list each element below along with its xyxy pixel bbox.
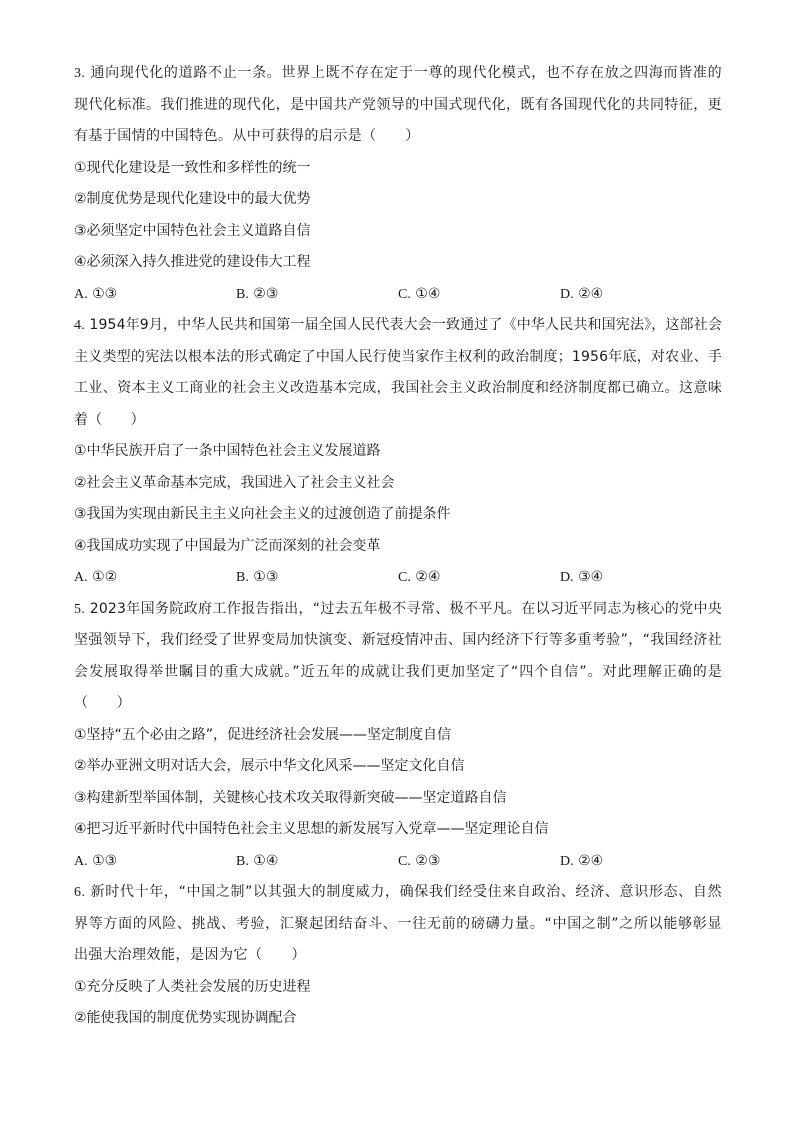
choice-a xyxy=(74,279,236,311)
option-statement: ①现代化建设是一致性和多样性的统一 xyxy=(74,159,311,176)
question-4 xyxy=(74,310,722,594)
question-text: 新时代十年，“中国之制”以其强大的制度威力，确保我们经受住来自政治、经济、意识形态、自然界等方面的风险、挑战、考验，汇聚起团结奋斗、一往无前的磅礴力量。“中国之制”之所以能够彰显出强大治理效能，是因为它（ ） xyxy=(74,884,722,963)
choice-text: ②④ xyxy=(578,285,604,302)
option-statement: ③我国为实现由新民主主义向社会主义的过渡创造了前提条件 xyxy=(74,506,451,522)
question-text: 1954年9月，中华人民共和国第一届全国人民代表大会一致通过了《中华人民共和国宪法》，这部社会主义类型的宪法以根本法的形式确定了中国人民行使当家作主权利的政治制度；1956年底，对农业、手工业、资本主义工商业的社会主义改造基本完成，我国社会主义政治制度和经济制度都已确立。这意味着（ ） xyxy=(74,317,723,428)
answer-choices xyxy=(74,846,722,878)
choice-letter: A. xyxy=(74,853,88,869)
choice-text: ②③ xyxy=(415,852,441,869)
question-stem xyxy=(74,594,722,720)
question-text: 通向现代化的道路不止一条。世界上既不存在定于一尊的现代化模式，也不存在放之四海而皆准的现代化标准。我们推进的现代化，是中国共产党领导的中国式现代化，既有各国现代化的共同特征，更有基于国情的中国特色。从中可获得的启示是（ ） xyxy=(74,65,722,144)
question-stem xyxy=(74,58,722,153)
choice-text: ②④ xyxy=(578,852,604,869)
choice-letter: B. xyxy=(236,286,249,302)
question-5 xyxy=(74,594,722,878)
option-statement: ②社会主义革命基本完成，我国进入了社会主义社会 xyxy=(74,474,395,491)
choice-d xyxy=(560,846,722,878)
choice-b xyxy=(236,846,398,878)
choice-a xyxy=(74,562,236,594)
choice-letter: C. xyxy=(398,853,411,869)
question-stem xyxy=(74,310,722,436)
choice-c xyxy=(398,279,560,311)
question-stem xyxy=(74,877,722,972)
choice-text: ②④ xyxy=(415,569,441,585)
choice-letter: A. xyxy=(74,570,88,585)
choice-letter: B. xyxy=(236,853,249,869)
choice-c xyxy=(398,846,560,878)
choice-c xyxy=(398,562,560,594)
choice-letter: C. xyxy=(398,286,411,302)
choice-text: ①② xyxy=(92,569,118,585)
choice-letter: A. xyxy=(74,286,88,302)
exam-page xyxy=(74,58,722,1035)
choice-d xyxy=(560,279,722,311)
choice-letter: D. xyxy=(560,286,574,302)
option-statement: ②制度优势是现代化建设中的最大优势 xyxy=(74,191,311,207)
choice-letter: B. xyxy=(236,570,249,585)
choice-text: ③④ xyxy=(578,569,604,585)
option-statement: ④把习近平新时代中国特色社会主义思想的新发展写入党章——坚定理论自信 xyxy=(74,821,549,837)
option-statement: ①中华民族开启了一条中国特色社会主义发展道路 xyxy=(74,443,381,459)
choice-b xyxy=(236,279,398,311)
answer-choices xyxy=(74,562,722,594)
option-statement: ①坚持“五个必由之路”，促进经济社会发展——坚定制度自信 xyxy=(74,726,452,743)
choice-b xyxy=(236,562,398,594)
option-statement: ④必须深入持久推进党的建设伟大工程 xyxy=(74,254,311,270)
question-number: 3. xyxy=(74,66,86,81)
answer-choices xyxy=(74,279,722,311)
option-statement: ④我国成功实现了中国最为广泛而深刻的社会变革 xyxy=(74,537,381,554)
question-number: 4. xyxy=(74,318,85,333)
choice-a xyxy=(74,846,236,878)
question-3 xyxy=(74,58,722,310)
choice-letter: C. xyxy=(398,570,411,585)
choice-letter: D. xyxy=(560,853,574,869)
option-statement: ②举办亚洲文明对话大会，展示中华文化风采——坚定文化自信 xyxy=(74,758,465,774)
option-statement: ①充分反映了人类社会发展的历史进程 xyxy=(74,978,311,995)
choice-text: ①③ xyxy=(92,852,118,869)
choice-text: ①③ xyxy=(253,569,279,585)
question-number: 5. xyxy=(74,601,85,617)
option-statement: ③构建新型举国体制，关键核心技术攻关取得新突破——坚定道路自信 xyxy=(74,789,507,806)
option-statement: ②能使我国的制度优势实现协调配合 xyxy=(74,1010,297,1026)
choice-text: ①④ xyxy=(415,285,441,302)
choice-text: ②③ xyxy=(253,285,279,302)
question-6 xyxy=(74,877,722,1035)
choice-text: ①④ xyxy=(253,852,279,869)
choice-letter: D. xyxy=(560,570,574,585)
question-number: 6. xyxy=(74,885,86,900)
option-statement: ③必须坚定中国特色社会主义道路自信 xyxy=(74,222,311,239)
question-text: 2023年国务院政府工作报告指出，“过去五年极不寻常、极不平凡。在以习近平同志为核心的党中央坚强领导下，我们经受了世界变局加快演变、新冠疫情冲击、国内经济下行等多重考验”，“我国经济社会发展取得举世瞩目的重大成就。”近五年的成就让我们更加坚定了“四个自信”。对此理解正确的是（ ） xyxy=(74,600,722,711)
choice-text: ①③ xyxy=(92,285,118,302)
choice-d xyxy=(560,562,722,594)
